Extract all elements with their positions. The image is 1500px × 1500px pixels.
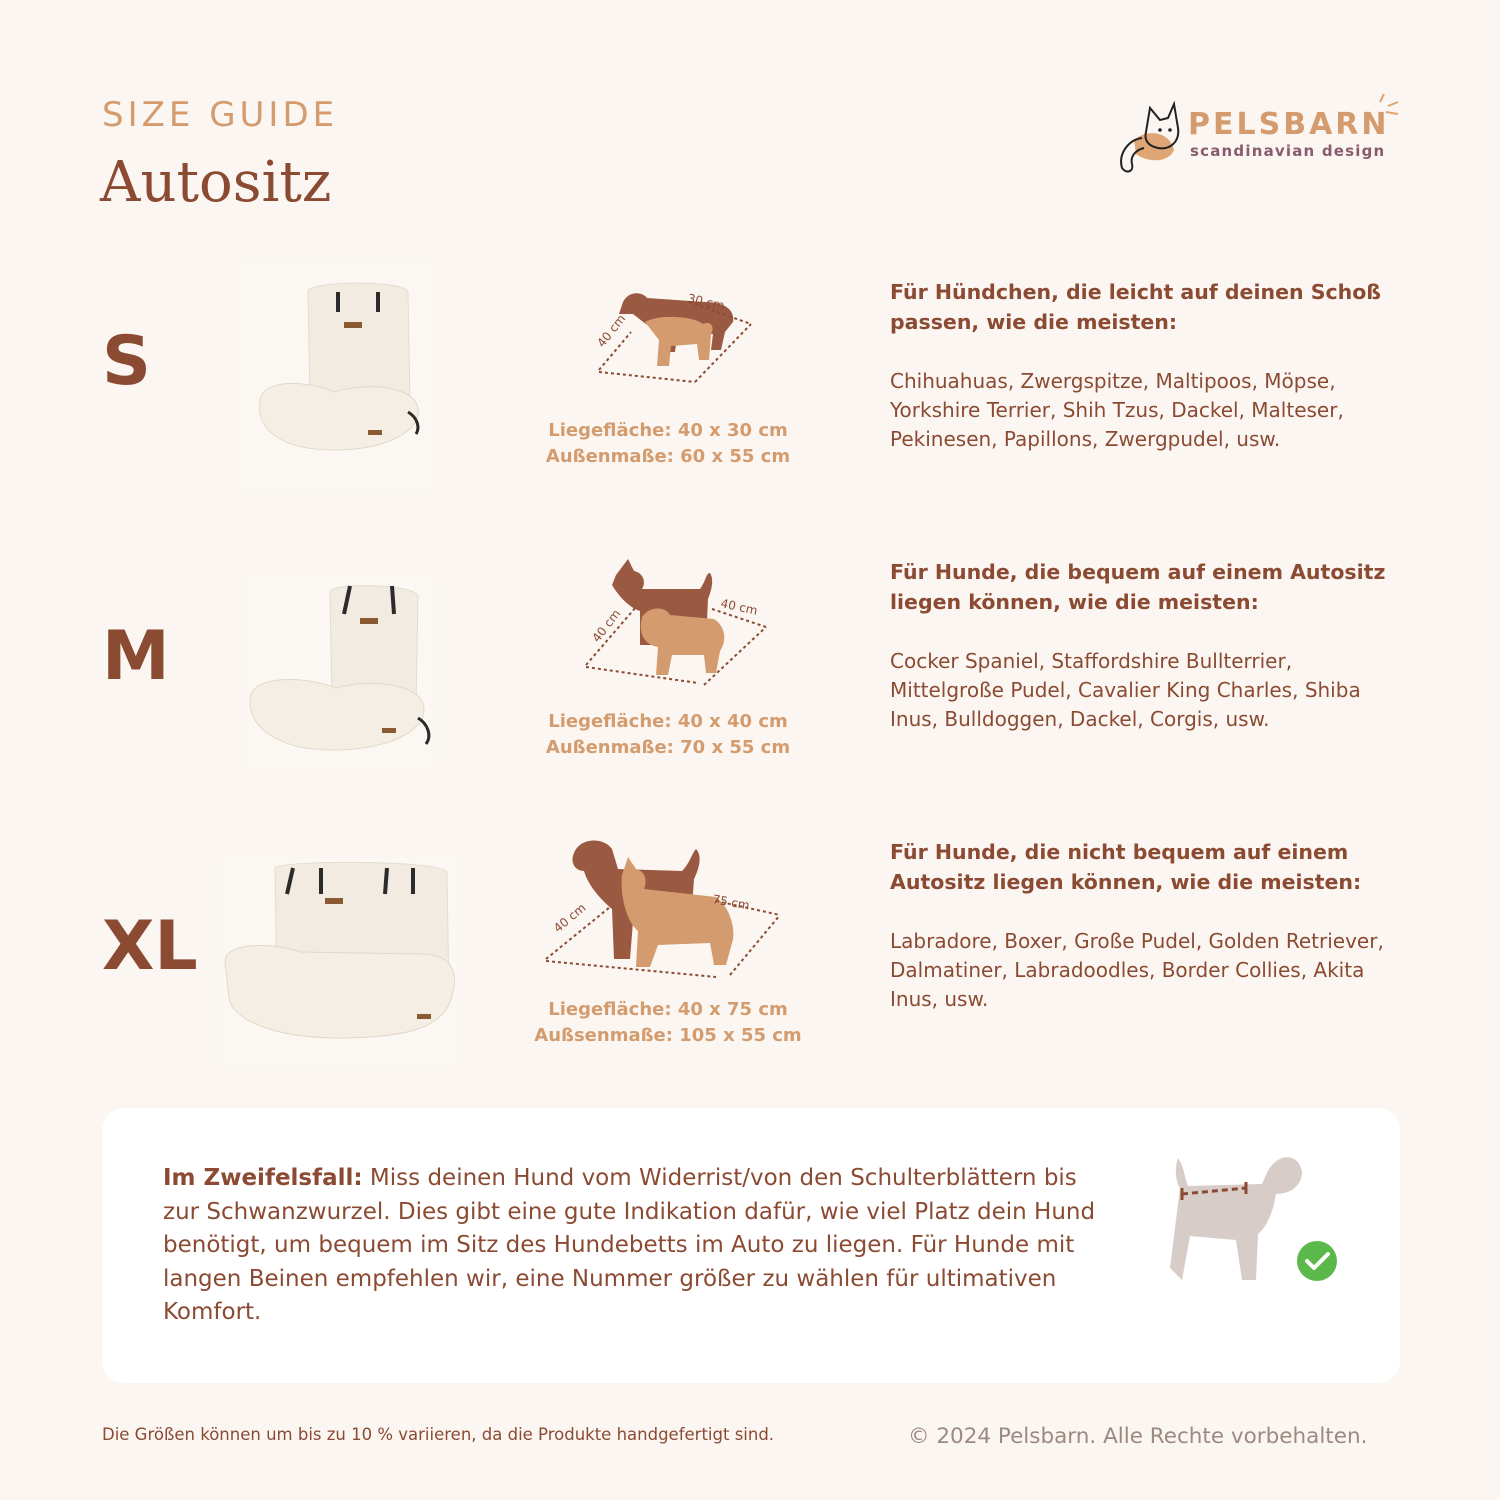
lying-area-xl: Liegefläche: 40 x 75 cm <box>548 999 788 1020</box>
brand-tagline: scandinavian design <box>1190 142 1386 160</box>
measuring-tip-lead: Im Zweifelsfall: <box>163 1165 363 1191</box>
depth-label-m: 40 cm <box>589 606 624 645</box>
dog-silhouette-small <box>645 317 713 366</box>
breeds-xl: Labradore, Boxer, Große Pudel, Golden Retriever, Dalmatiner, Labradoodles, Border Collies, Akita Inus, usw. <box>890 929 1384 1011</box>
outer-dims-s: Außenmaße: 60 x 55 cm <box>545 446 791 467</box>
beagle-silhouette-icon <box>1170 1157 1302 1280</box>
depth-label-s: 40 cm <box>594 311 629 350</box>
outer-dims-xl: Außsenmaße: 105 x 55 cm <box>534 1025 802 1046</box>
seat-image-xl <box>221 858 460 1066</box>
dog-size-diagram-m <box>582 555 772 690</box>
lying-area-s: Liegefläche: 40 x 30 cm <box>548 420 788 441</box>
size-letter-s: S <box>102 322 151 401</box>
copyright-notice: © 2024 Pelsbarn. Alle Rechte vorbehalten. <box>908 1424 1368 1449</box>
size-guide-kicker: SIZE GUIDE <box>102 95 339 135</box>
breeds-m: Cocker Spaniel, Staffordshire Bullterrier, Mittelgroße Pudel, Cavalier King Charles, Shiba Inus, Bulldoggen, Dackel, Corgis, usw. <box>890 649 1361 731</box>
width-label-s: 30 cm <box>686 291 726 313</box>
dog-silhouette-spaniel <box>641 609 724 676</box>
lying-area-m: Liegefläche: 40 x 40 cm <box>548 711 788 732</box>
brand-name: PELSBARN <box>1188 107 1390 142</box>
checkmark-icon <box>1297 1241 1337 1281</box>
measuring-dog-illustration <box>1150 1148 1350 1288</box>
measuring-tip-body: Miss deinen Hund vom Widerrist/von den Schulterblättern bis zur Schwanzwurzel. Dies gibt eine gute Indikation dafür, wie viel Platz dein Hund benötigt, um bequem im Sitz des Hundebetts im Auto zu liegen. Für Hunde mit langen Beinen empfehlen wir, eine Nummer größer zu wählen für ultimativen Komfort. <box>163 1165 1096 1325</box>
size-heading-m: Für Hunde, die bequem auf einem Autositz liegen können, wie die meisten: <box>890 560 1386 614</box>
dog-size-diagram-xl <box>540 835 790 983</box>
dog-size-diagram-s <box>585 280 765 395</box>
width-label-m: 40 cm <box>719 596 759 618</box>
outer-dims-m: Außenmaße: 70 x 55 cm <box>545 737 791 758</box>
size-disclaimer: Die Größen können um bis zu 10 % variieren, da die Produkte handgefertigt sind. <box>102 1425 775 1444</box>
size-letter-m: M <box>102 617 170 696</box>
dimensions-s <box>518 418 818 470</box>
seat-image-s <box>238 262 435 490</box>
measuring-tip-text <box>163 1162 1103 1330</box>
seat-image-m <box>246 578 436 766</box>
size-heading-s: Für Hündchen, die leicht auf deinen Schoß passen, wie die meisten: <box>890 280 1382 334</box>
width-label-xl: 75 cm <box>711 892 751 913</box>
depth-label-xl: 40 cm <box>550 900 589 936</box>
page-title: Autositz <box>100 150 332 215</box>
dimensions-xl <box>518 997 818 1049</box>
size-heading-xl: Für Hunde, die nicht bequem auf einem Autositz liegen können, wie die meisten: <box>890 840 1362 894</box>
dimensions-m <box>518 709 818 761</box>
breeds-s: Chihuahuas, Zwergspitze, Maltipoos, Möpse, Yorkshire Terrier, Shih Tzus, Dackel, Malteser, Pekinesen, Papillons, Zwergpudel, usw. <box>890 369 1344 451</box>
size-letter-xl: XL <box>102 907 198 986</box>
